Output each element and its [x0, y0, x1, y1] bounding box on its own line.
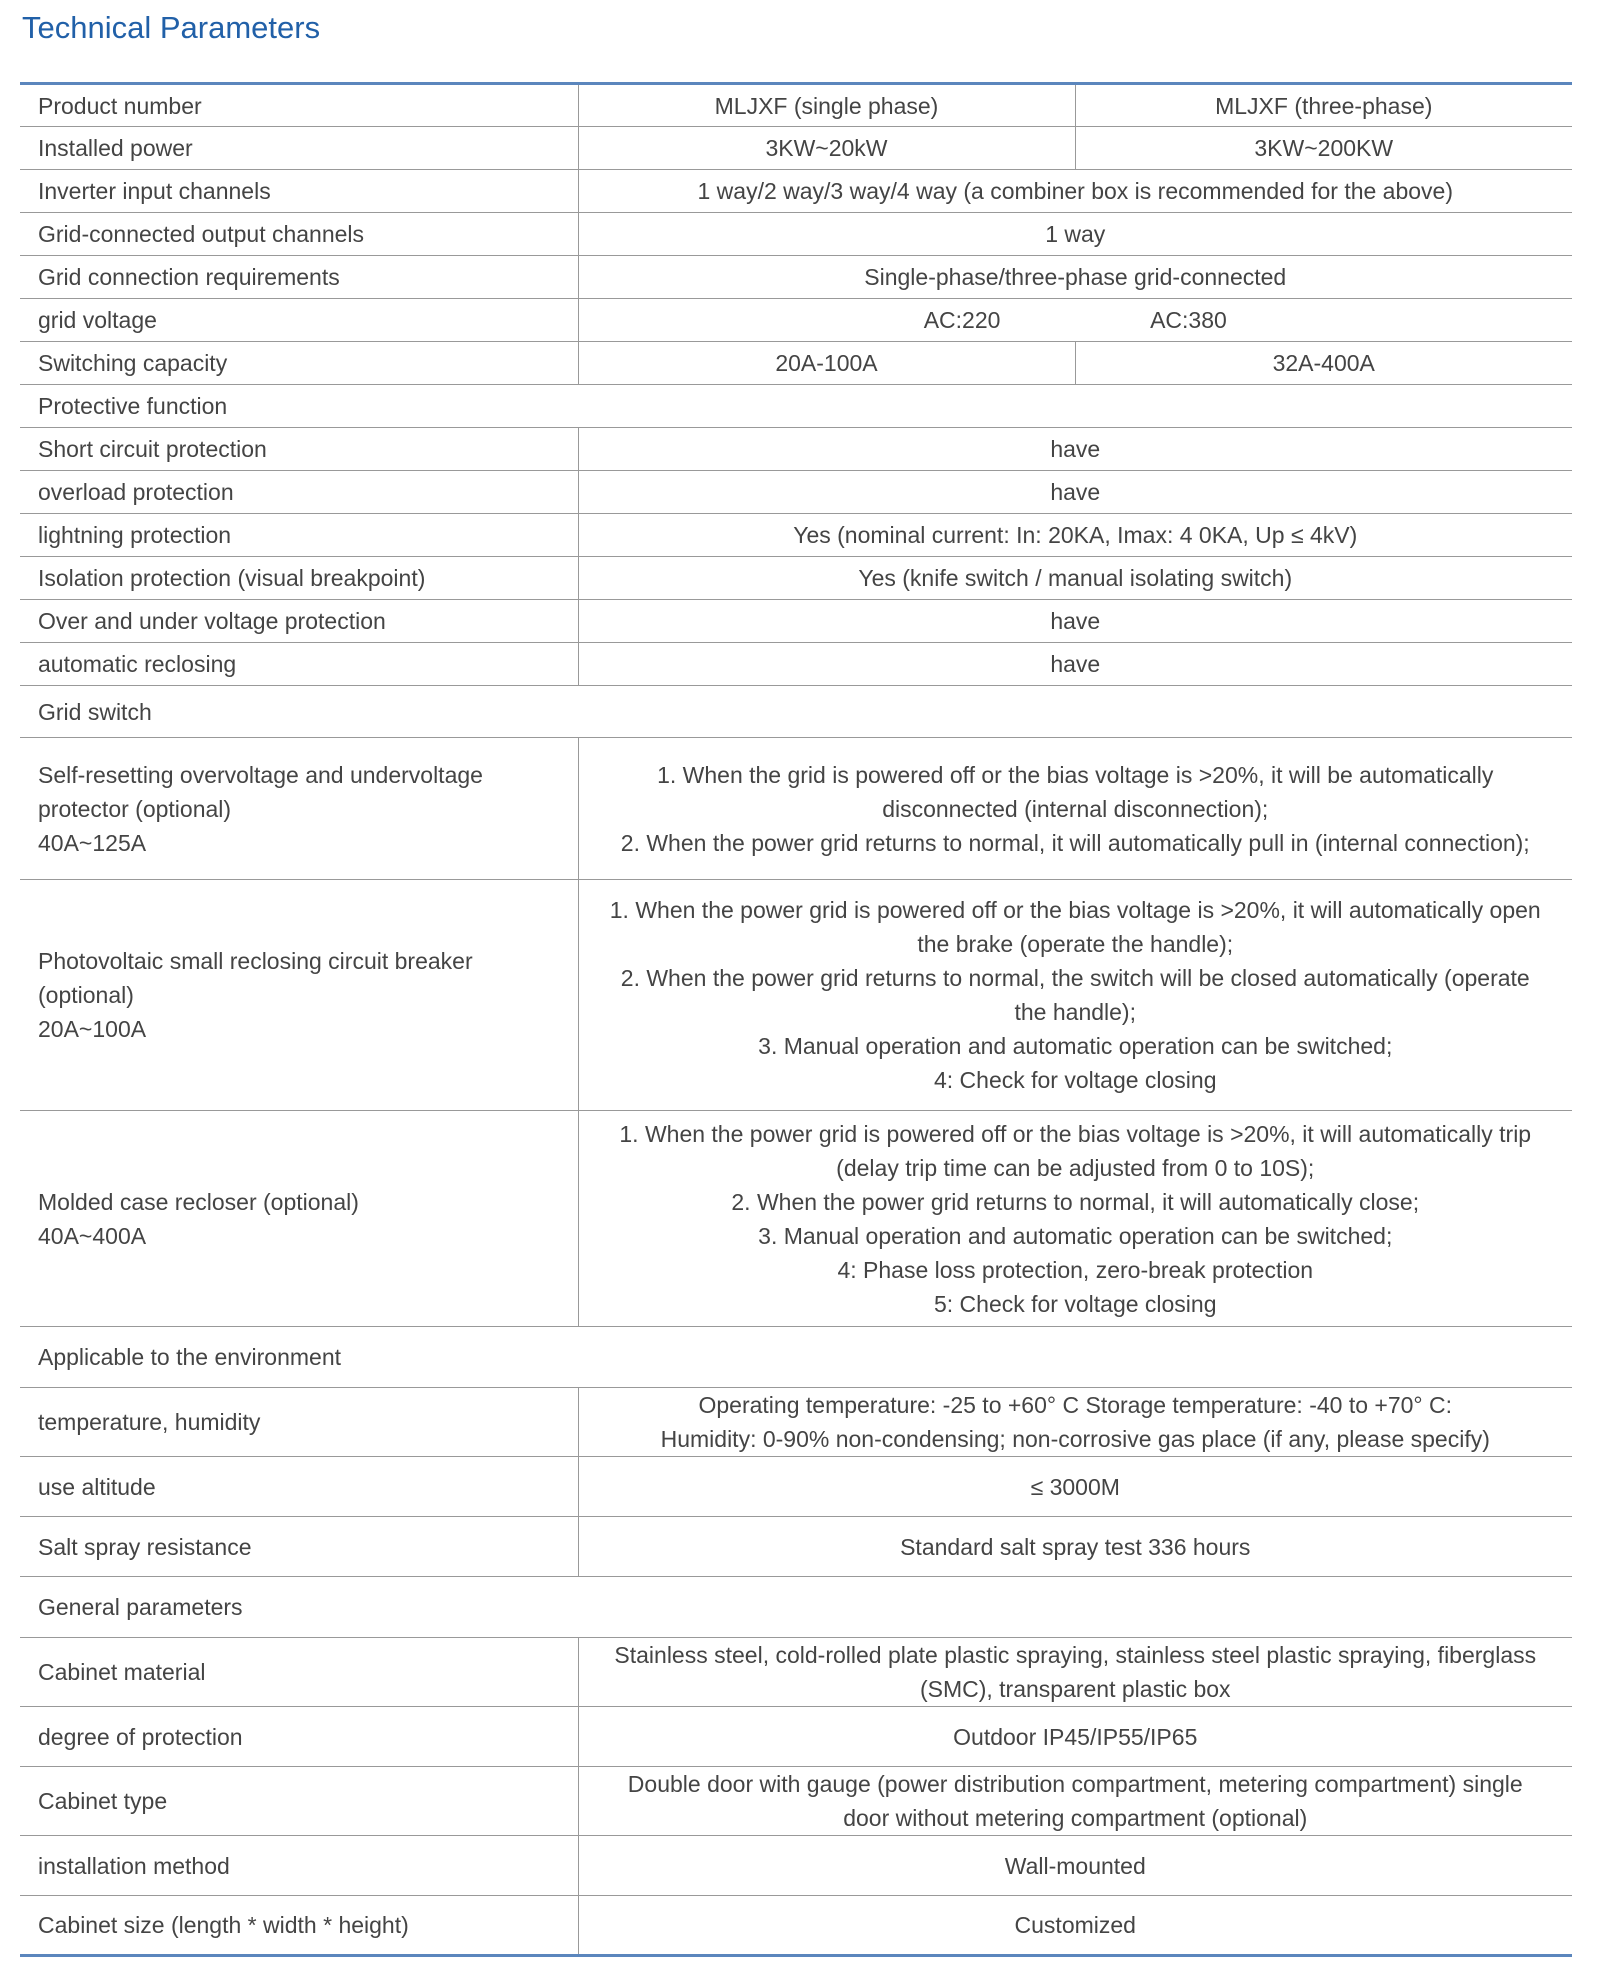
row-value: Wall-mounted [578, 1836, 1572, 1896]
row-label: Inverter input channels [20, 170, 578, 213]
table-row [20, 643, 1572, 686]
table-row [20, 557, 1572, 600]
row-label: Product number [20, 84, 578, 127]
row-label: automatic reclosing [20, 643, 578, 686]
row-value: Customized [578, 1896, 1572, 1956]
table-row [20, 342, 1572, 385]
row-value: Single-phase/three-phase grid-connected [578, 256, 1572, 299]
row-label: Cabinet material [20, 1638, 578, 1707]
value-line: 3. Manual operation and automatic operation can be switched; [758, 1222, 1393, 1249]
label-line: (optional) [38, 982, 134, 1008]
row-value [578, 1388, 1572, 1457]
page-title: Technical Parameters [22, 10, 321, 45]
value-line: 1. When the power grid is powered off or the bias voltage is >20%, it will automatically trip [619, 1120, 1532, 1147]
table-row [20, 880, 1572, 1111]
value-line: Double door with gauge (power distribution compartment, metering compartment) single [627, 1771, 1523, 1797]
table-row [20, 1638, 1572, 1707]
section-row [20, 1577, 1572, 1638]
value-line: 4: Phase loss protection, zero-break protection [837, 1256, 1314, 1283]
section-heading: Applicable to the environment [20, 1327, 1572, 1388]
label-line: protector (optional) [38, 795, 232, 822]
row-label: lightning protection [20, 514, 578, 557]
value-line: 1. When the grid is powered off or the bias voltage is >20%, it will be automatically [657, 761, 1494, 788]
three-phase-value: AC:380 [1150, 307, 1227, 333]
value-line: 1. When the power grid is powered off or the bias voltage is >20%, it will automatically open [609, 897, 1541, 923]
row-value: have [578, 471, 1572, 514]
row-value [578, 880, 1572, 1111]
row-value [578, 1111, 1572, 1327]
row-label: Cabinet size (length * width * height) [20, 1896, 578, 1956]
value-line: 5: Check for voltage closing [933, 1290, 1217, 1317]
label-line: 40A~400A [38, 1222, 147, 1249]
row-label [20, 738, 578, 880]
row-label: Over and under voltage protection [20, 600, 578, 643]
section-row [20, 686, 1572, 738]
single-phase-value: 20A-100A [578, 342, 1075, 385]
row-label: Grid-connected output channels [20, 213, 578, 256]
value-line: 2. When the power grid returns to normal, the switch will be closed automatically (operate [620, 965, 1530, 991]
table-row [20, 1388, 1572, 1457]
row-label: Installed power [20, 127, 578, 170]
table-row [20, 1517, 1572, 1577]
section-row [20, 385, 1572, 428]
table-row [20, 1896, 1572, 1956]
value-line: door without metering compartment (optional) [843, 1805, 1308, 1831]
value-line: the handle); [1014, 999, 1136, 1025]
row-value [578, 1767, 1572, 1836]
row-label: Cabinet type [20, 1767, 578, 1836]
row-value: Standard salt spray test 336 hours [578, 1517, 1572, 1577]
table-row [20, 514, 1572, 557]
table-row [20, 1836, 1572, 1896]
table-row [20, 299, 1572, 342]
table-row [20, 1707, 1572, 1767]
row-value [578, 1638, 1572, 1707]
table-row [20, 471, 1572, 514]
label-line: Self-resetting overvoltage and undervoltage [38, 761, 483, 788]
label-line: 40A~125A [38, 829, 147, 856]
table-row [20, 1457, 1572, 1517]
table-row [20, 256, 1572, 299]
three-phase-value: 3KW~200KW [1075, 127, 1572, 170]
label-line: 20A~100A [38, 1016, 147, 1042]
row-label: Grid connection requirements [20, 256, 578, 299]
row-value: have [578, 643, 1572, 686]
value-line: 2. When the power grid returns to normal, it will automatically pull in (internal connection); [620, 829, 1530, 856]
row-label: Switching capacity [20, 342, 578, 385]
row-label: installation method [20, 1836, 578, 1896]
table-row [20, 1111, 1572, 1327]
row-label: temperature, humidity [20, 1388, 578, 1457]
table-row [20, 600, 1572, 643]
section-row [20, 1327, 1572, 1388]
single-phase-value: MLJXF (single phase) [578, 84, 1075, 127]
section-heading: Protective function [20, 385, 1572, 428]
row-label: Isolation protection (visual breakpoint) [20, 557, 578, 600]
value-line: (delay trip time can be adjusted from 0 to 10S); [836, 1154, 1315, 1181]
row-label [20, 1111, 578, 1327]
table-row [20, 1767, 1572, 1836]
row-value: 1 way/2 way/3 way/4 way (a combiner box is recommended for the above) [578, 170, 1572, 213]
row-label: grid voltage [20, 299, 578, 342]
value-line: Stainless steel, cold-rolled plate plastic spraying, stainless steel plastic spraying, fiberglass [614, 1642, 1537, 1668]
row-label: use altitude [20, 1457, 578, 1517]
row-value: have [578, 428, 1572, 471]
row-label: degree of protection [20, 1707, 578, 1767]
table-row [20, 170, 1572, 213]
technical-parameters-table [20, 82, 1572, 1957]
single-phase-value: 3KW~20kW [578, 127, 1075, 170]
row-label: overload protection [20, 471, 578, 514]
row-value: Yes (knife switch / manual isolating switch) [578, 557, 1572, 600]
row-label: Salt spray resistance [20, 1517, 578, 1577]
table-row [20, 213, 1572, 256]
three-phase-value: 32A-400A [1075, 342, 1572, 385]
three-phase-value: MLJXF (three-phase) [1075, 84, 1572, 127]
row-value: Outdoor IP45/IP55/IP65 [578, 1707, 1572, 1767]
value-line: 4: Check for voltage closing [933, 1067, 1217, 1093]
table-row [20, 84, 1572, 127]
value-line: Operating temperature: -25 to +60° C Storage temperature: -40 to +70° C: [698, 1392, 1453, 1418]
value-line: disconnected (internal disconnection); [882, 795, 1269, 822]
row-value [578, 738, 1572, 880]
value-line: the brake (operate the handle); [917, 931, 1234, 957]
table-row [20, 428, 1572, 471]
value-line: 3. Manual operation and automatic operation can be switched; [758, 1033, 1393, 1059]
row-value: have [578, 600, 1572, 643]
row-value: ≤ 3000M [578, 1457, 1572, 1517]
section-heading: General parameters [20, 1577, 1572, 1638]
row-value: 1 way [578, 213, 1572, 256]
label-line: Photovoltaic small reclosing circuit breaker [38, 948, 473, 974]
section-heading: Grid switch [20, 686, 1572, 738]
value-line: Humidity: 0-90% non-condensing; non-corrosive gas place (if any, please specify) [660, 1426, 1490, 1452]
row-value: Yes (nominal current: In: 20KA, Imax: 4 0KA, Up ≤ 4kV) [578, 514, 1572, 557]
single-phase-value: AC:220 [923, 307, 1001, 333]
value-line: (SMC), transparent plastic box [919, 1676, 1231, 1702]
row-label: Short circuit protection [20, 428, 578, 471]
table-row [20, 738, 1572, 880]
row-value [578, 299, 1572, 342]
label-line: Molded case recloser (optional) [38, 1188, 359, 1215]
row-label [20, 880, 578, 1111]
table-row [20, 127, 1572, 170]
value-line: 2. When the power grid returns to normal, it will automatically close; [731, 1188, 1420, 1215]
